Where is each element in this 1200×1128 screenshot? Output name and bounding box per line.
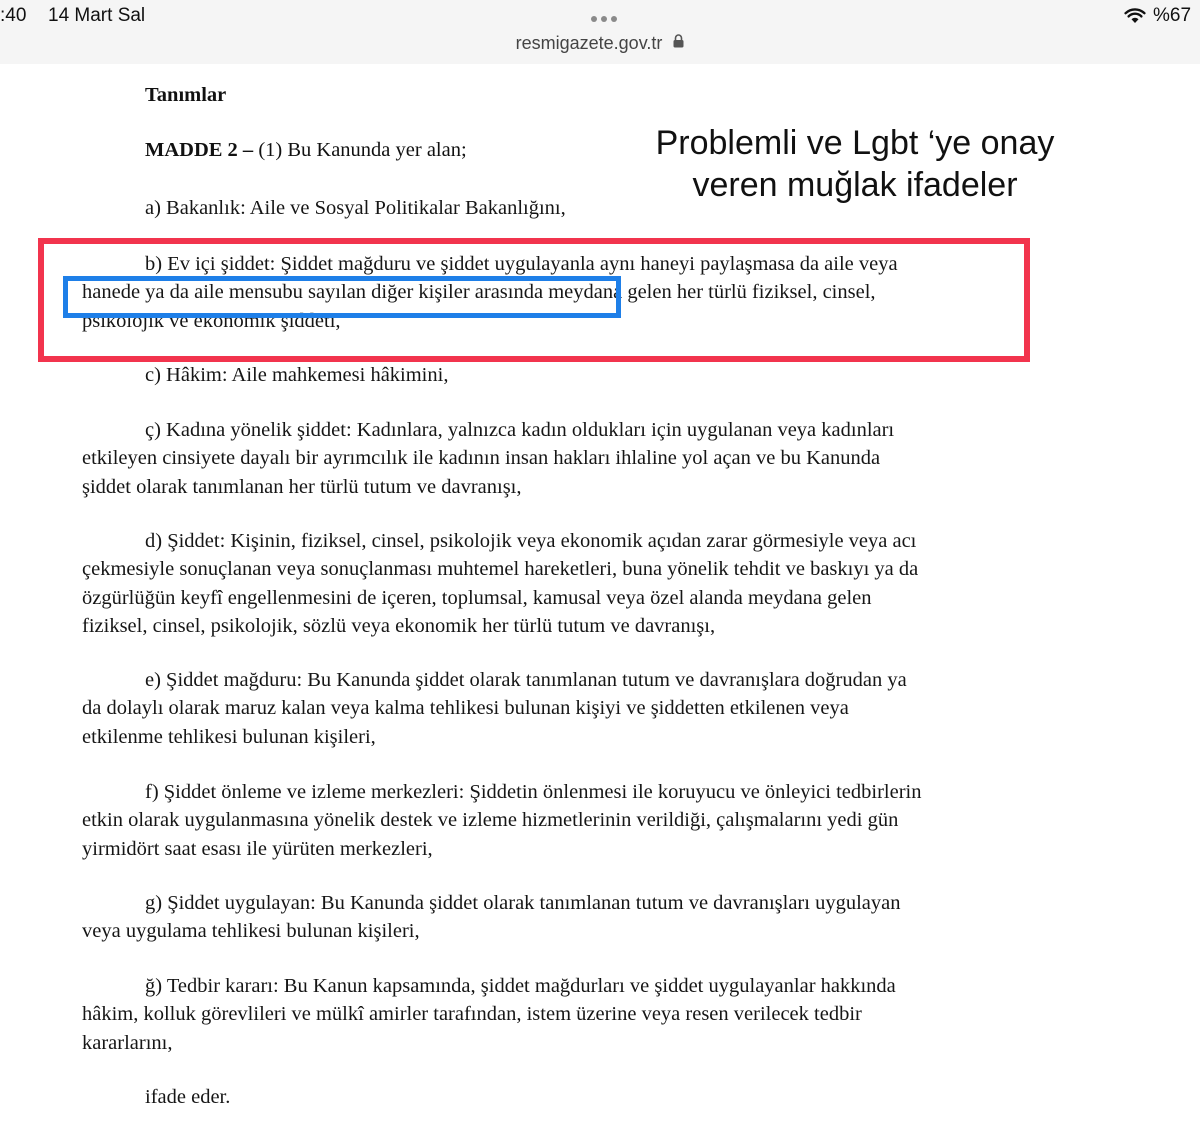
- more-dots-icon[interactable]: [591, 16, 617, 22]
- url-text: resmigazete.gov.tr: [515, 33, 663, 53]
- item-d: d) Şiddet: Kişinin, fiziksel, cinsel, psikolojik veya ekonomik açıdan zarar görmesiyle veya acı çekmesiyle sonuçlanan veya sonuçlanması muhtemel hareketleri, buna yönelik tehdit ve baskıyı ya da özgürlüğün keyfî engellenmesini de içeren, toplumsal, kamusal veya özel alanda meydana gelen fiziksel, cinsel, psikolojik, sözlü veya ekonomik her türlü tutum ve davranışı,: [82, 530, 919, 637]
- status-bar: [0, 0, 1200, 64]
- item-gg: ğ) Tedbir kararı: Bu Kanun kapsamında, şiddet mağdurları ve şiddet uygulayanlar hakkında hâkim, kolluk görevlileri ve mülkî amirler tarafından, istem üzerine veya resen verilecek tedbir kararlarını,: [82, 975, 896, 1054]
- madde-label: MADDE 2 –: [145, 139, 254, 161]
- closing-line: ifade eder.: [145, 1086, 231, 1108]
- item-f: f) Şiddet önleme ve izleme merkezleri: Şiddetin önlenmesi ile koruyucu ve önleyici tedbirlerin etkin olarak uygulanmasına yönelik destek ve izleme hizmetlerinin verildiği, çalışmalarını yedi gün yirmidört saat esası ile yürüten merkezleri,: [82, 781, 922, 860]
- annotation-line-1: Problemli ve Lgbt ‘ye onay: [655, 124, 1055, 162]
- annotation-line-2: veren muğlak ifadeler: [692, 166, 1018, 204]
- battery-percentage: %67: [1153, 5, 1192, 26]
- item-b: b) Ev içi şiddet: Şiddet mağduru ve şiddet uygulayanla aynı haneyi paylaşmasa da aile veya hanede ya da aile mensubu sayılan diğer kişiler arasında meydana gelen her türlü fiziksel, cinsel, psikolojik ve ekonomik şiddeti,: [82, 253, 898, 332]
- item-cc: ç) Kadına yönelik şiddet: Kadınlara, yalnızca kadın oldukları için uygulanan veya kadınları etkileyen cinsiyete dayalı bir ayrımcılık ile kadının insan hakları ihlaline yol açan ve bu Kanunda şiddet olarak tanımlanan her türlü tutum ve davranışı,: [82, 419, 895, 498]
- madde-line: [145, 139, 467, 162]
- lock-icon: [673, 32, 684, 53]
- item-g: g) Şiddet uygulayan: Bu Kanunda şiddet olarak tanımlanan tutum ve davranışları uygulayan veya uygulama tehlikesi bulunan kişileri,: [82, 892, 901, 943]
- item-c: c) Hâkim: Aile mahkemesi hâkimini,: [145, 364, 449, 386]
- blue-highlight-box: [63, 276, 621, 318]
- wifi-icon: [1124, 8, 1146, 29]
- status-time: :40: [0, 5, 27, 26]
- section-heading: Tanımlar: [145, 84, 227, 106]
- madde-text: (1) Bu Kanunda yer alan;: [253, 139, 467, 161]
- item-e: e) Şiddet mağduru: Bu Kanunda şiddet olarak tanımlanan tutum ve davranışlara doğrudan ya da dolaylı olarak maruz kalan veya kalma tehlikesi bulunan kişiyi ve şiddetten etkilenen veya etkilenme tehlikesi bulunan kişileri,: [82, 669, 907, 748]
- status-date: 14 Mart Sal: [48, 5, 146, 26]
- document-page: [0, 64, 1200, 1128]
- annotation-text: [620, 122, 1090, 206]
- address-bar[interactable]: [0, 33, 1200, 55]
- item-a: a) Bakanlık: Aile ve Sosyal Politikalar Bakanlığını,: [145, 197, 566, 219]
